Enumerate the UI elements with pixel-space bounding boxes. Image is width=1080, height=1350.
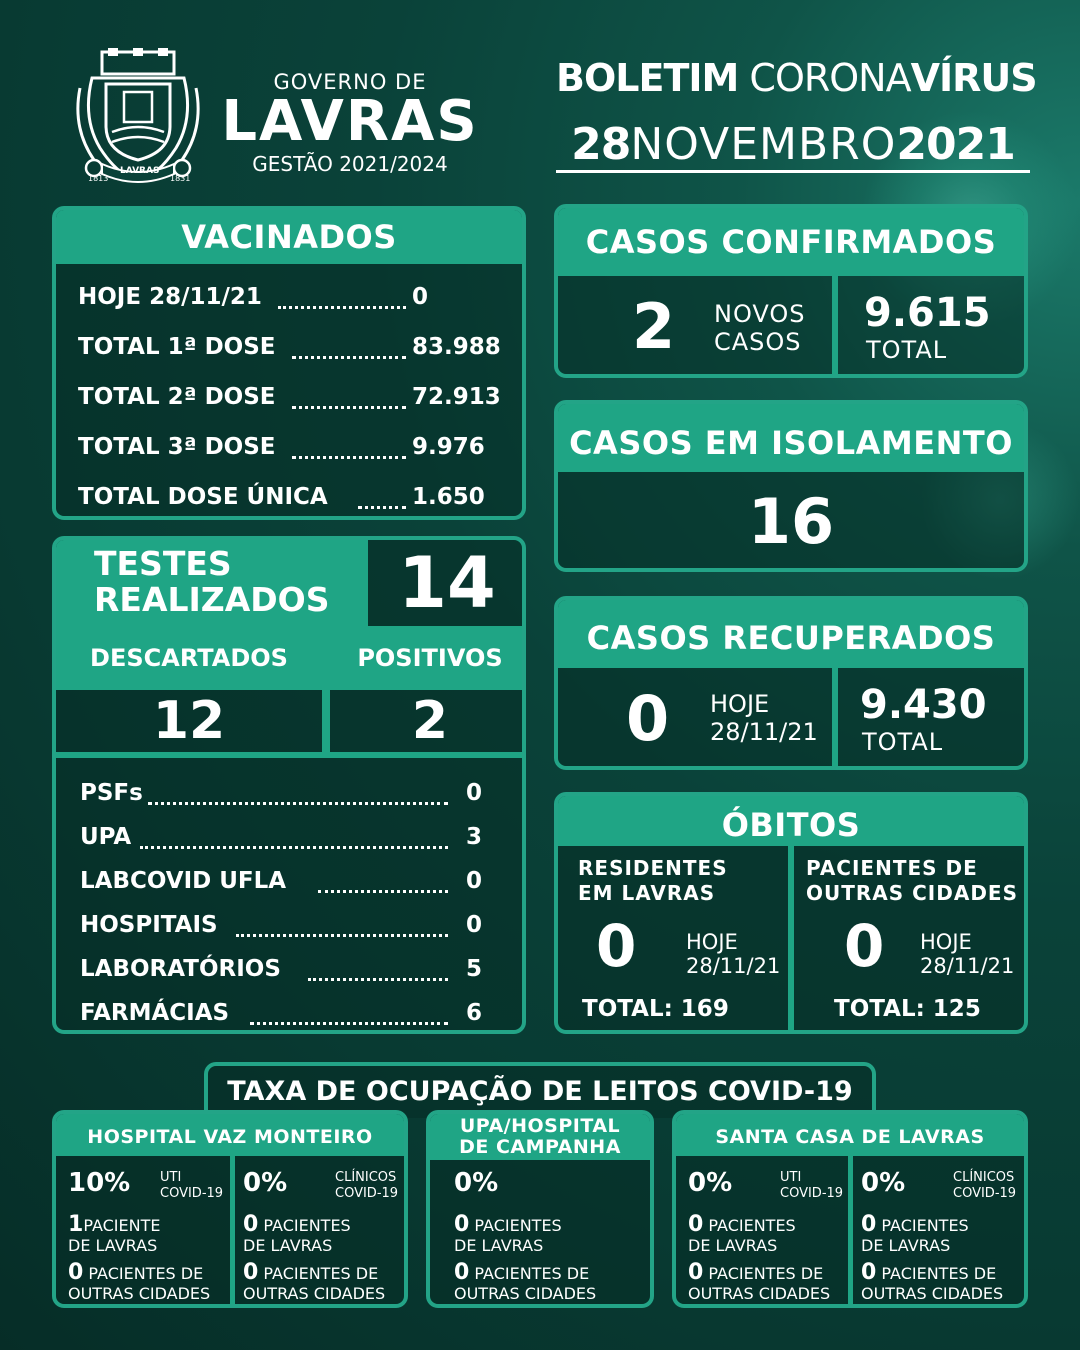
- recovered-total: [838, 668, 1028, 770]
- lavras-count: 1: [68, 1212, 84, 1237]
- date-month: NOVEMBRO: [630, 119, 897, 170]
- divider: [56, 752, 526, 758]
- bed-unit: [853, 1156, 1025, 1308]
- lavras-label2: DE LAVRAS: [68, 1236, 158, 1255]
- confirmed-total: [838, 276, 1028, 378]
- other-patients: [688, 1260, 823, 1285]
- bed-type1: UTI: [160, 1170, 182, 1185]
- other-label2: OUTRAS CIDADES: [68, 1284, 211, 1303]
- confirmed-total-value: 9.615: [864, 290, 991, 336]
- bulletin-bold2: VÍRUS: [910, 56, 1037, 100]
- confirmed-new-label2: CASOS: [714, 328, 802, 356]
- government-logo-text: [220, 70, 480, 176]
- tests-total: 14: [398, 542, 496, 624]
- other-label: PACIENTES DE: [881, 1264, 997, 1283]
- bulletin-date: [556, 120, 1030, 173]
- other-count: 0: [68, 1260, 84, 1285]
- deaths-other-label1: PACIENTES DE: [806, 856, 978, 880]
- deaths-residents-today-label1: HOJE: [686, 930, 738, 954]
- test-source-value: 5: [466, 956, 483, 982]
- other-label2: OUTRAS CIDADES: [688, 1284, 831, 1303]
- other-count: 0: [688, 1260, 704, 1285]
- deaths-panel: [554, 792, 1028, 1034]
- dotted-leader: [250, 1022, 448, 1025]
- discarded-value: 12: [152, 691, 226, 751]
- dotted-leader: [278, 306, 406, 309]
- recovered-total-value: 9.430: [860, 682, 987, 728]
- other-patients: [243, 1260, 378, 1285]
- isolation-panel: [554, 400, 1028, 572]
- bed-unit: [56, 1156, 230, 1308]
- recovered-today-value: 0: [626, 682, 670, 755]
- test-source-value: 0: [466, 868, 483, 894]
- vaccinated-value: 9.976: [412, 434, 485, 460]
- divider: [322, 632, 330, 754]
- deaths-other-label2: OUTRAS CIDADES: [806, 881, 1018, 905]
- lavras-label2: DE LAVRAS: [243, 1236, 333, 1255]
- isolation-title: CASOS EM ISOLAMENTO: [558, 404, 1024, 472]
- recovered-today: [558, 668, 832, 770]
- test-source-label: FARMÁCIAS: [80, 1000, 230, 1026]
- bed-occupancy: 10%: [68, 1168, 131, 1198]
- bed-occupancy: 0%: [243, 1168, 288, 1198]
- hospital-name: UPA/HOSPITAL: [459, 1115, 621, 1137]
- seal-ribbon-text: LAVRAS: [120, 166, 160, 176]
- confirmed-cases-panel: [554, 204, 1028, 378]
- lavras-count: 0: [454, 1212, 470, 1237]
- discarded-label: DESCARTADOS: [56, 632, 322, 684]
- lavras-patients: [454, 1212, 562, 1237]
- recovered-today-label2: 28/11/21: [710, 718, 818, 746]
- lavras-patients: [861, 1212, 969, 1237]
- bed-unit: [430, 1160, 650, 1308]
- vaccinated-label: TOTAL 1ª DOSE: [78, 334, 276, 360]
- other-count: 0: [861, 1260, 877, 1285]
- tests-title-cell: [56, 540, 362, 626]
- lavras-label2: DE LAVRAS: [688, 1236, 778, 1255]
- vaccinated-title: VACINADOS: [56, 210, 522, 264]
- confirmed-total-label: TOTAL: [866, 336, 948, 364]
- dotted-leader: [236, 934, 448, 937]
- dotted-leader: [148, 802, 448, 805]
- deaths-residents-label1: RESIDENTES: [578, 856, 728, 880]
- test-source-label: PSFs: [80, 780, 143, 806]
- deaths-residents-today-label2: 28/11/21: [686, 954, 781, 978]
- vaccinated-panel: [52, 206, 526, 520]
- other-patients: [454, 1260, 589, 1285]
- deaths-residents-today: 0: [596, 912, 637, 980]
- other-label: PACIENTES DE: [708, 1264, 824, 1283]
- other-patients: [68, 1260, 203, 1285]
- test-source-label: HOSPITAIS: [80, 912, 218, 938]
- seal-year-left: 1813: [88, 174, 109, 183]
- bed-type1: UTI: [780, 1170, 802, 1185]
- bed-unit: [235, 1156, 405, 1308]
- test-source-label: LABORATÓRIOS: [80, 956, 281, 982]
- other-patients: [861, 1260, 996, 1285]
- lavras-label: PACIENTES: [474, 1216, 562, 1235]
- bed-type2: COVID-19: [335, 1186, 399, 1201]
- vaccinated-label: TOTAL 2ª DOSE: [78, 384, 276, 410]
- deaths-other-total: TOTAL: 125: [834, 996, 981, 1022]
- tests-title-line2: REALIZADOS: [94, 580, 330, 619]
- city-name: LAVRAS: [221, 89, 479, 154]
- hospital-name: HOSPITAL VAZ MONTEIRO: [56, 1114, 404, 1156]
- bed-unit: [676, 1156, 848, 1308]
- gov-prefix: GOVERNO DE: [273, 70, 427, 94]
- dotted-leader: [318, 890, 448, 893]
- lavras-label2: DE LAVRAS: [861, 1236, 951, 1255]
- deaths-other-today: 0: [844, 912, 885, 980]
- other-label2: OUTRAS CIDADES: [243, 1284, 386, 1303]
- deaths-residents: [558, 846, 788, 1034]
- isolation-value: 16: [747, 485, 835, 558]
- positive-label: POSITIVOS: [330, 632, 526, 684]
- test-source-value: 0: [466, 912, 483, 938]
- test-source-label: UPA: [80, 824, 132, 850]
- bed-occupancy: 0%: [861, 1168, 906, 1198]
- lavras-label: PACIENTE: [83, 1216, 161, 1235]
- vaccinated-value: 72.913: [412, 384, 501, 410]
- dotted-leader: [292, 406, 406, 409]
- other-label: PACIENTES DE: [263, 1264, 379, 1283]
- hospital-panel: [52, 1110, 408, 1308]
- vaccinated-value: 1.650: [412, 484, 485, 510]
- dotted-leader: [308, 978, 448, 981]
- confirmed-new-value: 2: [632, 290, 676, 363]
- lavras-label: PACIENTES: [708, 1216, 796, 1235]
- hospital-name2: DE CAMPANHA: [459, 1136, 621, 1158]
- hospital-name: SANTA CASA DE LAVRAS: [676, 1114, 1024, 1156]
- tests-title-line1: TESTES: [94, 544, 232, 583]
- other-label2: OUTRAS CIDADES: [454, 1284, 597, 1303]
- recovered-today-label1: HOJE: [710, 690, 770, 718]
- test-source-label: LABCOVID UFLA: [80, 868, 287, 894]
- lavras-count: 0: [243, 1212, 259, 1237]
- vaccinated-label: TOTAL 3ª DOSE: [78, 434, 276, 460]
- confirmed-new: [558, 276, 832, 378]
- other-label2: OUTRAS CIDADES: [861, 1284, 1004, 1303]
- test-source-value: 6: [466, 1000, 483, 1026]
- deaths-other-cities: [794, 846, 1028, 1034]
- bed-type1: CLÍNICOS: [335, 1170, 397, 1185]
- vaccinated-value: 83.988: [412, 334, 501, 360]
- vaccinated-label: TOTAL DOSE ÚNICA: [78, 484, 328, 510]
- city-seal: [72, 48, 204, 188]
- lavras-label2: DE LAVRAS: [454, 1236, 544, 1255]
- lavras-patients: [68, 1212, 160, 1237]
- recovered-title: CASOS RECUPERADOS: [558, 600, 1024, 668]
- bed-type2: COVID-19: [780, 1186, 844, 1201]
- lavras-patients: [243, 1212, 351, 1237]
- deaths-title: ÓBITOS: [558, 796, 1024, 846]
- bulletin-light: CORONA: [749, 56, 911, 100]
- deaths-other-today-label1: HOJE: [920, 930, 972, 954]
- dotted-leader: [358, 506, 406, 509]
- term: GESTÃO 2021/2024: [252, 152, 448, 176]
- lavras-count: 0: [688, 1212, 704, 1237]
- deaths-other-today-label2: 28/11/21: [920, 954, 1015, 978]
- deaths-residents-label2: EM LAVRAS: [578, 881, 716, 905]
- bulletin-title: [556, 56, 1037, 100]
- confirmed-title: CASOS CONFIRMADOS: [558, 208, 1024, 276]
- dotted-leader: [140, 846, 448, 849]
- lavras-patients: [688, 1212, 796, 1237]
- lavras-count: 0: [861, 1212, 877, 1237]
- bed-type2: COVID-19: [953, 1186, 1017, 1201]
- other-count: 0: [454, 1260, 470, 1285]
- confirmed-new-label1: NOVOS: [714, 300, 806, 328]
- lavras-label: PACIENTES: [263, 1216, 351, 1235]
- deaths-residents-total: TOTAL: 169: [582, 996, 729, 1022]
- recovered-total-label: TOTAL: [862, 728, 944, 756]
- date-day: 28: [571, 119, 631, 170]
- bed-type1: CLÍNICOS: [953, 1170, 1015, 1185]
- seal-year-right: 1831: [170, 174, 191, 183]
- positive-value: 2: [411, 691, 449, 751]
- lavras-label: PACIENTES: [881, 1216, 969, 1235]
- dotted-leader: [292, 356, 406, 359]
- recovered-panel: [554, 596, 1028, 770]
- vaccinated-label: HOJE 28/11/21: [78, 284, 262, 310]
- hospital-panel: [426, 1110, 654, 1308]
- hospital-panel: [672, 1110, 1028, 1308]
- test-source-value: 0: [466, 780, 483, 806]
- beds-title: TAXA DE OCUPAÇÃO DE LEITOS COVID-19: [227, 1076, 853, 1107]
- other-count: 0: [243, 1260, 259, 1285]
- other-label: PACIENTES DE: [88, 1264, 204, 1283]
- bed-occupancy: 0%: [688, 1168, 733, 1198]
- bulletin-bold: BOLETIM: [556, 56, 739, 100]
- vaccinated-value: 0: [412, 284, 429, 310]
- tests-panel: [52, 536, 526, 1034]
- bed-type2: COVID-19: [160, 1186, 224, 1201]
- hospital-name-block: [430, 1114, 650, 1160]
- date-year: 2021: [896, 119, 1015, 170]
- dotted-leader: [292, 456, 406, 459]
- bed-occupancy: 0%: [454, 1168, 499, 1198]
- test-source-value: 3: [466, 824, 483, 850]
- other-label: PACIENTES DE: [474, 1264, 590, 1283]
